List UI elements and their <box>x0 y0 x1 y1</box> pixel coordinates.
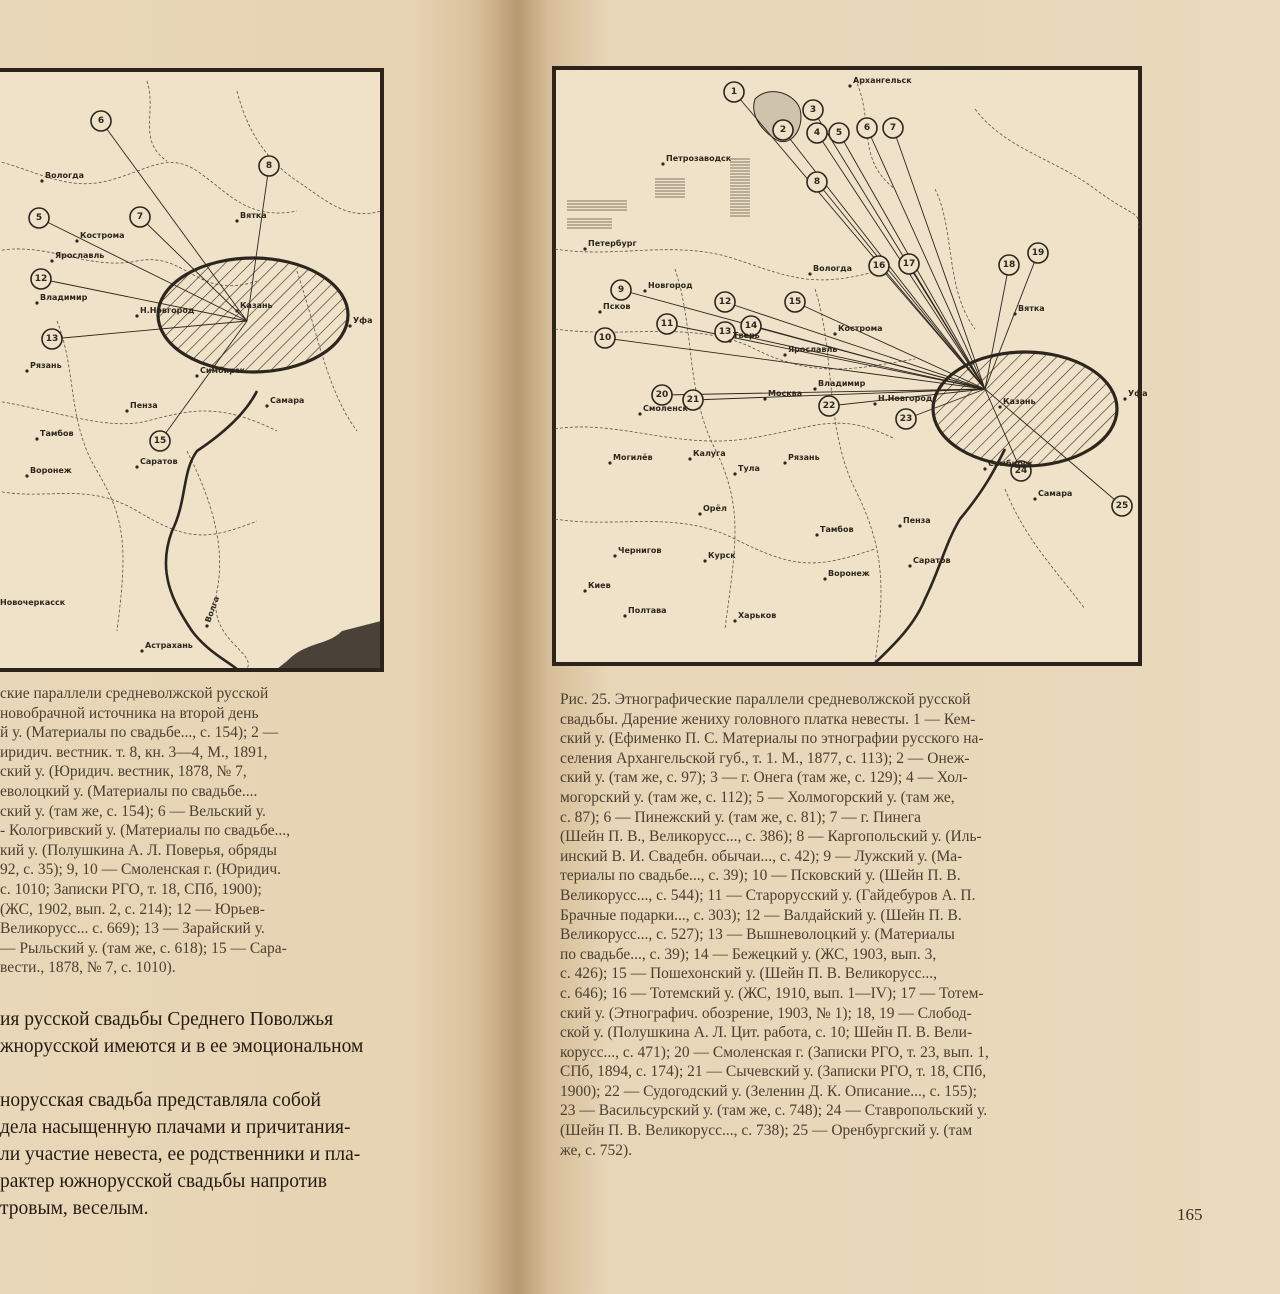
caption-line: й у. (Материалы по свадьбе..., с. 154); 2 — <box>0 724 279 742</box>
svg-text:Самара: Самара <box>270 396 305 405</box>
svg-text:7: 7 <box>136 212 144 222</box>
svg-text:Воронеж: Воронеж <box>828 569 870 578</box>
svg-text:12: 12 <box>34 274 48 284</box>
city-right-26 <box>703 551 736 563</box>
svg-text:Волга: Волга <box>203 595 222 624</box>
city-right-8 <box>833 324 882 336</box>
svg-text:Н.Новгород: Н.Новгород <box>878 394 933 403</box>
svg-text:11: 11 <box>660 319 674 329</box>
map-marker-left-5 <box>29 208 49 228</box>
city-left-0 <box>40 171 84 183</box>
caption-line: — Рыльский у. (там же, с. 618); 15 — Сара- <box>0 939 287 957</box>
svg-text:Ярославль: Ярославль <box>55 251 105 260</box>
svg-text:8: 8 <box>813 177 821 187</box>
body-line <box>0 1060 460 1087</box>
map-marker-right-7 <box>883 118 903 138</box>
city-right-11 <box>763 389 802 401</box>
left-map-canvas <box>0 71 381 669</box>
right-caption <box>560 690 1138 1160</box>
svg-text:20: 20 <box>655 390 669 400</box>
svg-text:Тула: Тула <box>738 464 760 473</box>
left-body-text <box>0 1006 460 1222</box>
caption-line: новобрачной источника на второй день <box>0 704 259 722</box>
svg-text:Петербург: Петербург <box>588 239 637 248</box>
svg-text:Саратов: Саратов <box>913 556 951 565</box>
svg-text:Тамбов: Тамбов <box>40 429 74 438</box>
city-right-2 <box>583 238 636 251</box>
lake-water <box>567 201 627 210</box>
city-right-25 <box>613 546 661 558</box>
city-right-6 <box>728 331 759 343</box>
svg-text:Могилёв: Могилёв <box>613 453 653 462</box>
svg-text:Вологда: Вологда <box>45 171 84 180</box>
map-marker-right-25 <box>1112 496 1132 516</box>
caption-line: ские параллели средневолжской русской <box>0 685 269 702</box>
caption-line: 1900); 22 — Судогодский у. (Зеленин Д. К. Описание..., с. 155); <box>560 1082 977 1100</box>
svg-text:19: 19 <box>1031 248 1045 258</box>
body-line: ли участие невеста, ее родственники и пла- <box>0 1144 361 1165</box>
caption-line: с. 426); 15 — Пошехонский у. (Шейн П. В. Великорусс..., <box>560 965 938 983</box>
svg-text:Уфа: Уфа <box>353 316 373 325</box>
svg-text:17: 17 <box>902 259 916 269</box>
caption-line: свадьбы. Дарение жениху головного платка невесты. 1 — Кем- <box>560 710 976 728</box>
svg-text:Симбирск: Симбирск <box>988 459 1034 468</box>
caption-line: Рис. 25. Этнографические параллели средневолжской русской <box>560 691 971 708</box>
caption-line: кий у. (Полушкина А. Л. Поверья, обряды <box>0 841 277 859</box>
svg-text:5: 5 <box>35 213 43 223</box>
city-right-29 <box>908 556 950 568</box>
city-left-15 <box>140 641 192 653</box>
city-right-15 <box>1123 389 1147 401</box>
right-page <box>518 0 1280 1294</box>
caption-line: (Шейн П. В. Великорусс..., с. 738); 25 — Оренбургский у. (там <box>560 1122 973 1140</box>
city-right-20 <box>698 504 727 516</box>
svg-text:Архангельск: Архангельск <box>853 76 912 85</box>
svg-text:Воронеж: Воронеж <box>30 466 72 475</box>
city-right-22 <box>1033 489 1072 501</box>
city-left-10 <box>125 401 157 413</box>
body-line: дела насыщенную плачами и причитания- <box>0 1117 351 1138</box>
city-left-3 <box>50 251 104 263</box>
city-right-4 <box>643 281 693 293</box>
central-volga-region <box>933 352 1117 466</box>
left-caption <box>0 684 384 978</box>
map-marker-right-8 <box>807 172 827 192</box>
caption-line: инский В. И. Свадебн. обычаи..., с. 42); 9 — Лужский у. (Ма- <box>560 847 963 865</box>
svg-text:Владимир: Владимир <box>40 293 88 302</box>
city-left-9 <box>265 396 304 408</box>
svg-text:Самара: Самара <box>1038 489 1073 498</box>
lake-water <box>567 219 612 228</box>
svg-text:Кострома: Кострома <box>838 324 883 333</box>
caption-line: с. 1010; Записки РГО, т. 18, СПб, 1900); <box>0 880 262 898</box>
map-marker-left-13 <box>42 329 62 349</box>
city-right-5 <box>598 302 630 314</box>
svg-text:21: 21 <box>686 395 700 405</box>
svg-text:14: 14 <box>744 321 758 331</box>
city-right-27 <box>583 581 610 593</box>
svg-text:15: 15 <box>153 436 167 446</box>
city-left-13 <box>25 466 71 478</box>
body-line: жнорусской имеются и в ее эмоциональном <box>0 1036 364 1057</box>
river-volga <box>166 391 257 669</box>
city-right-28 <box>823 569 869 581</box>
svg-text:Владимир: Владимир <box>818 379 866 388</box>
svg-text:6: 6 <box>97 116 105 126</box>
map-marker-right-2 <box>773 120 793 140</box>
left-map <box>0 68 384 672</box>
map-marker-right-16 <box>869 256 889 276</box>
svg-text:13: 13 <box>718 327 732 337</box>
caption-line: ский у. (Этнографич. обозрение, 1903, № 1); 18, 19 — Слобод- <box>560 1004 972 1022</box>
svg-text:Тверь: Тверь <box>733 331 760 340</box>
body-line: норусская свадьба представляла собой <box>0 1090 321 1111</box>
svg-text:6: 6 <box>863 123 871 133</box>
city-right-30 <box>623 606 666 618</box>
svg-text:Рязань: Рязань <box>788 453 820 462</box>
svg-text:Псков: Псков <box>603 302 631 311</box>
svg-text:13: 13 <box>45 334 59 344</box>
right-map <box>552 66 1148 666</box>
svg-text:Пенза: Пенза <box>903 516 931 525</box>
svg-text:5: 5 <box>835 128 843 138</box>
left-page <box>0 0 518 1294</box>
caption-line: териалы по свадьбе..., с. 39); 10 — Псковский у. (Шейн П. В. <box>560 867 961 885</box>
caption-line: же, с. 752). <box>560 1141 633 1159</box>
svg-text:Киев: Киев <box>588 581 611 590</box>
caption-line: селения Архангельской губ., т. 1. М., 1877, с. 113); 2 — Онеж- <box>560 749 970 767</box>
caspian-sea <box>277 621 381 669</box>
city-right-31 <box>733 611 776 623</box>
svg-text:7: 7 <box>889 123 897 133</box>
central-volga-region <box>158 258 348 372</box>
city-left-16 <box>348 316 372 328</box>
svg-text:25: 25 <box>1115 501 1129 511</box>
svg-text:Симбирск: Симбирск <box>200 366 246 375</box>
svg-text:Ярославль: Ярославль <box>788 345 838 354</box>
svg-text:Смоленск: Смоленск <box>643 404 688 413</box>
city-left-1 <box>235 211 266 223</box>
svg-text:Астрахань: Астрахань <box>145 641 193 650</box>
svg-text:24: 24 <box>1014 466 1028 476</box>
map-marker-right-23 <box>896 409 916 429</box>
map-marker-right-19 <box>1028 243 1048 263</box>
svg-text:1: 1 <box>730 87 738 97</box>
city-right-23 <box>898 516 930 528</box>
svg-text:Рязань: Рязань <box>30 361 62 370</box>
svg-text:Казань: Казань <box>240 301 273 310</box>
svg-text:15: 15 <box>788 297 802 307</box>
svg-text:18: 18 <box>1002 260 1016 270</box>
svg-text:Новгород: Новгород <box>648 281 693 290</box>
caption-line: с. 646); 16 — Тотемский у. (ЖС, 1910, вып. 1—IV); 17 — Тотем- <box>560 984 984 1002</box>
lake-water <box>730 159 750 216</box>
caption-line: могорский у. (там же, с. 112); 5 — Холмогорский у. (там же, <box>560 788 955 806</box>
caption-line: с. 87); 6 — Пинежский у. (там же, с. 81); 7 — г. Пинега <box>560 808 921 826</box>
svg-text:16: 16 <box>872 261 886 271</box>
svg-text:Орёл: Орёл <box>703 504 727 513</box>
svg-text:22: 22 <box>822 401 836 411</box>
map-marker-right-5 <box>829 123 849 143</box>
svg-text:Калуга: Калуга <box>693 449 726 458</box>
lake-water <box>655 179 685 197</box>
caption-line: 92, с. 35); 9, 10 — Смоленская г. (Юридич. <box>0 861 281 879</box>
svg-text:Курск: Курск <box>708 551 736 560</box>
svg-text:Казань: Казань <box>1003 397 1036 406</box>
caption-line: - Кологривский у. (Материалы по свадьбе..., <box>0 822 291 840</box>
svg-text:4: 4 <box>813 128 821 138</box>
city-left-7 <box>25 361 61 373</box>
map-marker-right-9 <box>611 280 631 300</box>
caption-line: ский у. (Ефименко П. С. Материалы по этнографии русского на- <box>560 730 984 748</box>
city-right-12 <box>873 394 932 406</box>
caption-line: Великорусс..., с. 527); 13 — Вышневолоцкий у. (Материалы <box>560 926 955 944</box>
map-marker-left-7 <box>130 207 150 227</box>
body-line: тровым, веселым. <box>0 1198 149 1219</box>
caption-line: Великорусс..., с. 544); 11 — Старорусский у. (Гайдебуров А. П. <box>560 886 976 904</box>
caption-line: еволоцкий у. (Материалы по свадьбе.... <box>0 782 258 800</box>
map-marker-left-8 <box>259 156 279 176</box>
caption-line: (ЖС, 1902, вып. 2, с. 214); 12 — Юрьев- <box>0 900 265 918</box>
map-marker-right-11 <box>657 314 677 334</box>
caption-line: корусс..., с. 471); 20 — Смоленская г. (Записки РГО, т. 23, вып. 1, <box>560 1043 989 1061</box>
map-marker-right-4 <box>807 123 827 143</box>
caption-line: иридич. вестник. т. 8, кн. 3—4, М., 1891, <box>0 743 268 761</box>
caption-line: ский у. (Юридич. вестник, 1878, № 7, <box>0 763 247 781</box>
svg-text:Пенза: Пенза <box>130 401 158 410</box>
city-left-4 <box>35 293 87 305</box>
svg-text:Москва: Москва <box>768 389 803 398</box>
svg-text:Вятка: Вятка <box>1018 304 1045 313</box>
map-marker-right-10 <box>595 328 615 348</box>
caption-line: Брачные подарки..., с. 303); 12 — Валдайский у. (Шейн П. В. <box>560 906 962 924</box>
svg-text:Н.Новгород: Н.Новгород <box>140 306 195 315</box>
svg-text:Новочеркасск: Новочеркасск <box>0 598 66 607</box>
city-right-13 <box>638 404 688 416</box>
city-right-24 <box>815 524 853 537</box>
body-line: рактер южнорусской свадьбы напротив <box>0 1171 327 1192</box>
svg-text:Петрозаводск: Петрозаводск <box>666 154 732 163</box>
svg-text:8: 8 <box>265 161 273 171</box>
caption-line: ской у. (Полушкина А. Л. Цит. работа, с. 10; Шейн П. В. Вели- <box>560 1024 973 1042</box>
caption-line: ский у. (там же, с. 97); 3 — г. Онега (там же, с. 129); 4 — Хол- <box>560 769 968 787</box>
body-line: ия русской свадьбы Среднего Поволжья <box>0 1009 334 1030</box>
city-left-14 <box>0 598 66 610</box>
map-marker-left-6 <box>91 111 111 131</box>
city-left-12 <box>135 457 177 469</box>
city-left-17 <box>203 595 221 627</box>
svg-text:3: 3 <box>809 105 817 115</box>
map-marker-left-12 <box>31 269 51 289</box>
map-marker-right-1 <box>724 82 744 102</box>
svg-text:10: 10 <box>598 333 612 343</box>
svg-text:Уфа: Уфа <box>1128 389 1148 398</box>
map-marker-right-13 <box>715 322 735 342</box>
svg-text:Харьков: Харьков <box>738 611 777 620</box>
map-marker-right-20 <box>652 385 672 405</box>
right-map-canvas <box>555 69 1148 663</box>
svg-text:Тамбов: Тамбов <box>820 525 854 534</box>
caption-line: ский у. (там же, с. 154); 6 — Вельский у. <box>0 802 266 820</box>
map-marker-right-3 <box>803 100 823 120</box>
city-left-11 <box>35 428 73 441</box>
svg-text:Саратов: Саратов <box>140 457 178 466</box>
city-right-18 <box>783 453 819 465</box>
svg-text:Полтава: Полтава <box>628 606 667 615</box>
svg-text:Вологда: Вологда <box>813 264 852 273</box>
city-right-17 <box>733 464 760 476</box>
city-right-10 <box>813 379 865 391</box>
map-marker-right-15 <box>785 292 805 312</box>
city-right-3 <box>808 264 852 276</box>
map-marker-right-12 <box>715 292 735 312</box>
svg-text:Чернигов: Чернигов <box>618 546 662 555</box>
city-left-8 <box>195 365 245 378</box>
svg-text:Вятка: Вятка <box>240 211 267 220</box>
svg-text:9: 9 <box>617 285 625 295</box>
city-right-1 <box>661 154 731 166</box>
page-number: 165 <box>1177 1205 1203 1224</box>
caption-line: 23 — Васильсурский у. (там же, с. 748); 24 — Ставропольский у. <box>560 1102 988 1120</box>
caption-line: вести., 1878, № 7, с. 1010). <box>0 959 176 977</box>
map-marker-right-6 <box>857 118 877 138</box>
svg-text:2: 2 <box>779 125 787 135</box>
city-left-2 <box>75 231 124 243</box>
city-right-19 <box>608 453 652 465</box>
caption-line: (Шейн П. В., Великорусс..., с. 386); 8 — Каргопольский у. (Иль- <box>560 828 982 846</box>
svg-text:12: 12 <box>718 297 732 307</box>
svg-text:23: 23 <box>899 414 913 424</box>
map-marker-right-22 <box>819 396 839 416</box>
caption-line: Великорусс... с. 669); 13 — Зарайский у. <box>0 920 265 938</box>
map-marker-right-18 <box>999 255 1019 275</box>
city-right-9 <box>1013 304 1044 316</box>
caption-line: по свадьбе..., с. 39); 14 — Бежецкий у. (ЖС, 1903, вып. 3, <box>560 945 937 963</box>
map-marker-right-17 <box>899 254 919 274</box>
svg-text:Кострома: Кострома <box>80 231 125 240</box>
caption-line: СПб, 1894, с. 174); 21 — Сычевский у. (Записки РГО, т. 18, СПб, <box>560 1063 987 1081</box>
map-marker-left-15 <box>150 431 170 451</box>
